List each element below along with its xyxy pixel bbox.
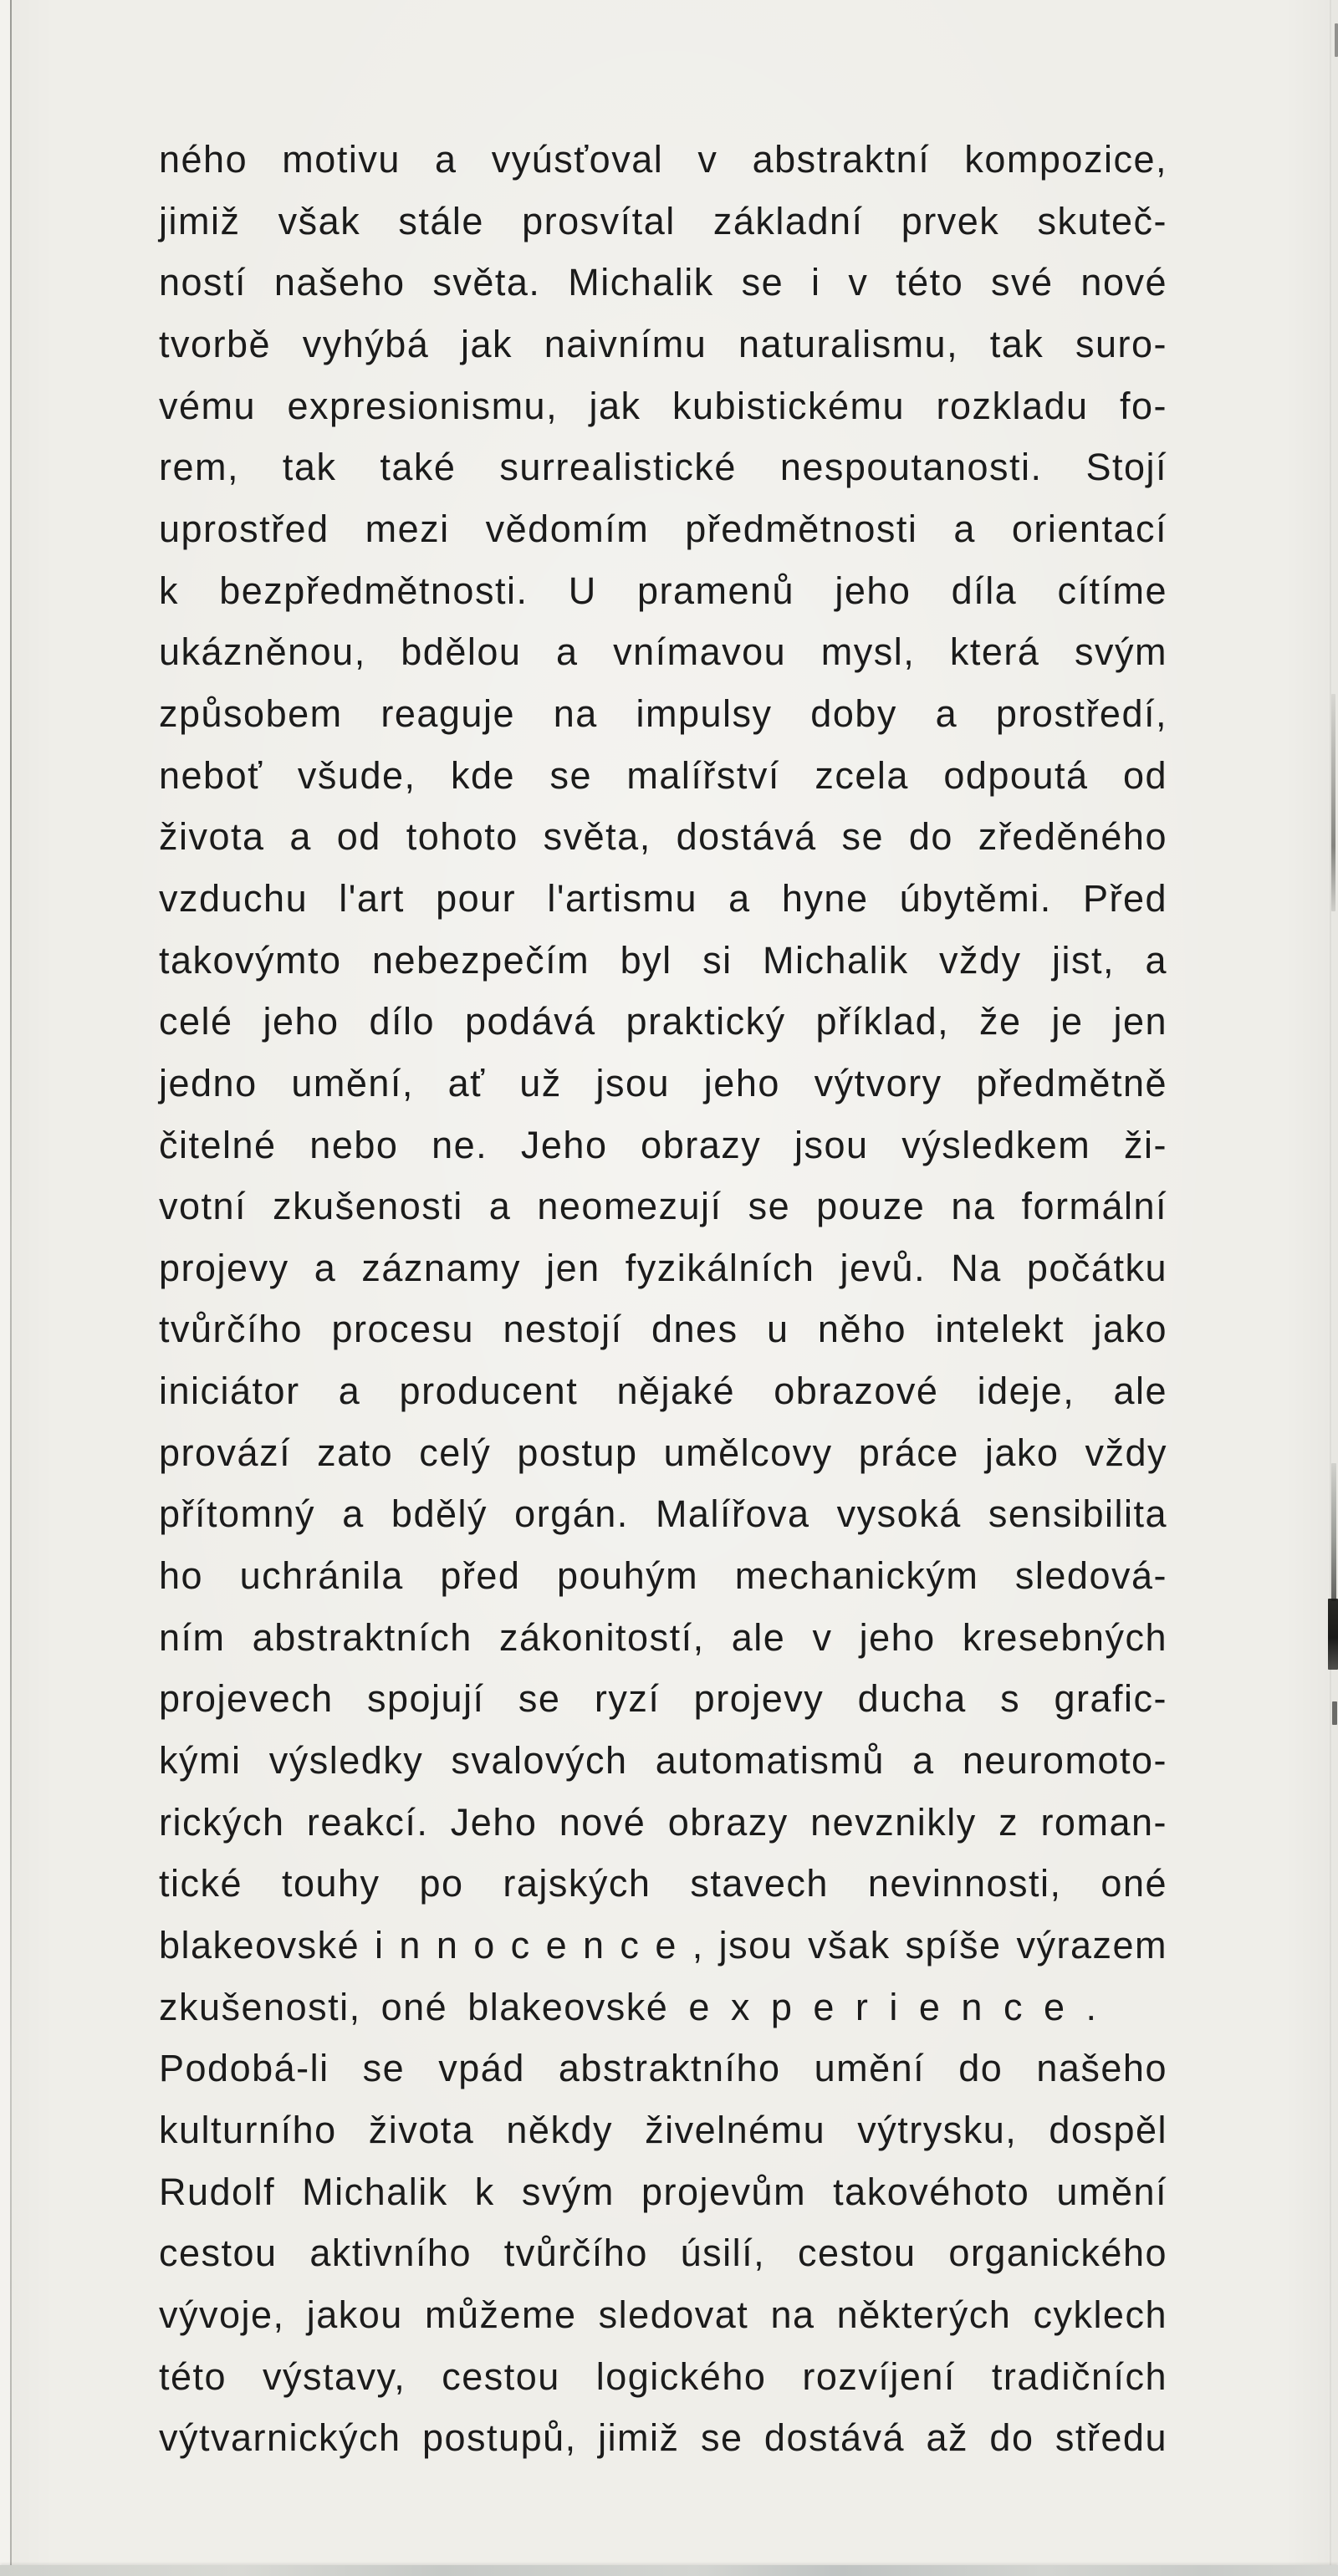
text-line: Rudolf Michalik k svým projevům takovéhoto umění xyxy=(159,2170,1167,2213)
text-line: rických reakcí. Jeho nové obrazy nevznikly z roman- xyxy=(159,1800,1167,1844)
text-line: neboť všude, kde se malířství zcela odpoutá od xyxy=(159,753,1167,797)
scan-artifact xyxy=(1335,23,1338,57)
text-line: celé jeho dílo podává praktický příklad, že je jen xyxy=(159,1000,1167,1043)
text-line: rem, tak také surrealistické nespoutanosti. Stojí xyxy=(159,446,1167,489)
text-line: vzduchu l'art pour l'artismu a hyne úbytěmi. Před xyxy=(159,876,1167,920)
text-line: výtvarnických postupů, jimiž se dostává až do středu xyxy=(159,2416,1167,2460)
text-line: k bezpředmětnosti. U pramenů jeho díla cítíme xyxy=(159,569,1167,612)
scan-artifact xyxy=(1328,1599,1338,1670)
text-line: jimiž však stále prosvítal základní prvek skuteč- xyxy=(159,199,1167,242)
text-line: zkušenosti, oné blakeovské e x p e r i e n c e . xyxy=(159,1985,1098,2028)
text-line: vému expresionismu, jak kubistickému rozkladu fo- xyxy=(159,384,1167,427)
text-line: přítomný a bdělý orgán. Malířova vysoká sensibilita xyxy=(159,1492,1167,1536)
text-line: čitelné nebo ne. Jeho obrazy jsou výsledkem ži- xyxy=(159,1123,1167,1166)
text-line: ho uchránila před pouhým mechanickým sledová- xyxy=(159,1554,1167,1598)
page-bottom-edge xyxy=(0,2565,1338,2576)
page-text-block xyxy=(159,129,1167,2469)
scan-artifact xyxy=(1331,1463,1336,1601)
text-line: uprostřed mezi vědomím předmětnosti a orientací xyxy=(159,507,1167,550)
text-line: iniciátor a producent nějaké obrazové ideje, ale xyxy=(159,1370,1167,1413)
text-line: vývoje, jakou můžeme sledovat na některých cyklech xyxy=(159,2293,1167,2336)
text-line: projevy a záznamy jen fyzikálních jevů. Na počátku xyxy=(159,1246,1167,1289)
text-line: kými výsledky svalových automatismů a neuromoto- xyxy=(159,1739,1167,1783)
text-line: cestou aktivního tvůrčího úsilí, cestou organického xyxy=(159,2232,1167,2275)
text-line: ukázněnou, bdělou a vnímavou mysl, která svým xyxy=(159,630,1167,674)
text-line: tvorbě vyhýbá jak naivnímu naturalismu, tak suro- xyxy=(159,322,1167,365)
text-line: způsobem reaguje na impulsy doby a prostředí, xyxy=(159,691,1167,735)
page-right-edge xyxy=(1330,0,1331,2576)
text-line: této výstavy, cestou logického rozvíjení tradičních xyxy=(159,2354,1167,2398)
text-line: tvůrčího procesu nestojí dnes u něho intelekt jako xyxy=(159,1308,1167,1351)
text-line: ného motivu a vyúsťoval v abstraktní kompozice, xyxy=(159,138,1167,181)
text-line: ností našeho světa. Michalik se i v této své nové xyxy=(159,261,1167,304)
scan-artifact xyxy=(1332,1701,1337,1725)
text-line: života a od tohoto světa, dostává se do zředěného xyxy=(159,815,1167,859)
text-line: votní zkušenosti a neomezují se pouze na formální xyxy=(159,1185,1167,1228)
text-line: takovýmto nebezpečím byl si Michalik vždy jist, a xyxy=(159,938,1167,982)
text-line: blakeovské i n n o c e n c e , jsou však spíše výrazem xyxy=(159,1924,1167,1967)
text-line: jedno umění, ať už jsou jeho výtvory předmětně xyxy=(159,1061,1167,1104)
page-left-edge xyxy=(0,0,10,2576)
text-line: Podobá-li se vpád abstraktního umění do našeho xyxy=(159,2047,1167,2090)
text-line: kulturního života někdy živelnému výtrysku, dospěl xyxy=(159,2109,1167,2151)
text-line: tické touhy po rajských stavech nevinnosti, oné xyxy=(159,1862,1167,1905)
text-line: projevech spojují se ryzí projevy ducha s grafic- xyxy=(159,1677,1167,1721)
binding-crease-line xyxy=(10,0,12,2576)
scan-artifact xyxy=(1331,694,1335,911)
text-line: ním abstraktních zákonitostí, ale v jeho kresebných xyxy=(159,1615,1167,1659)
text-line: provází zato celý postup umělcovy práce jako vždy xyxy=(159,1431,1167,1474)
